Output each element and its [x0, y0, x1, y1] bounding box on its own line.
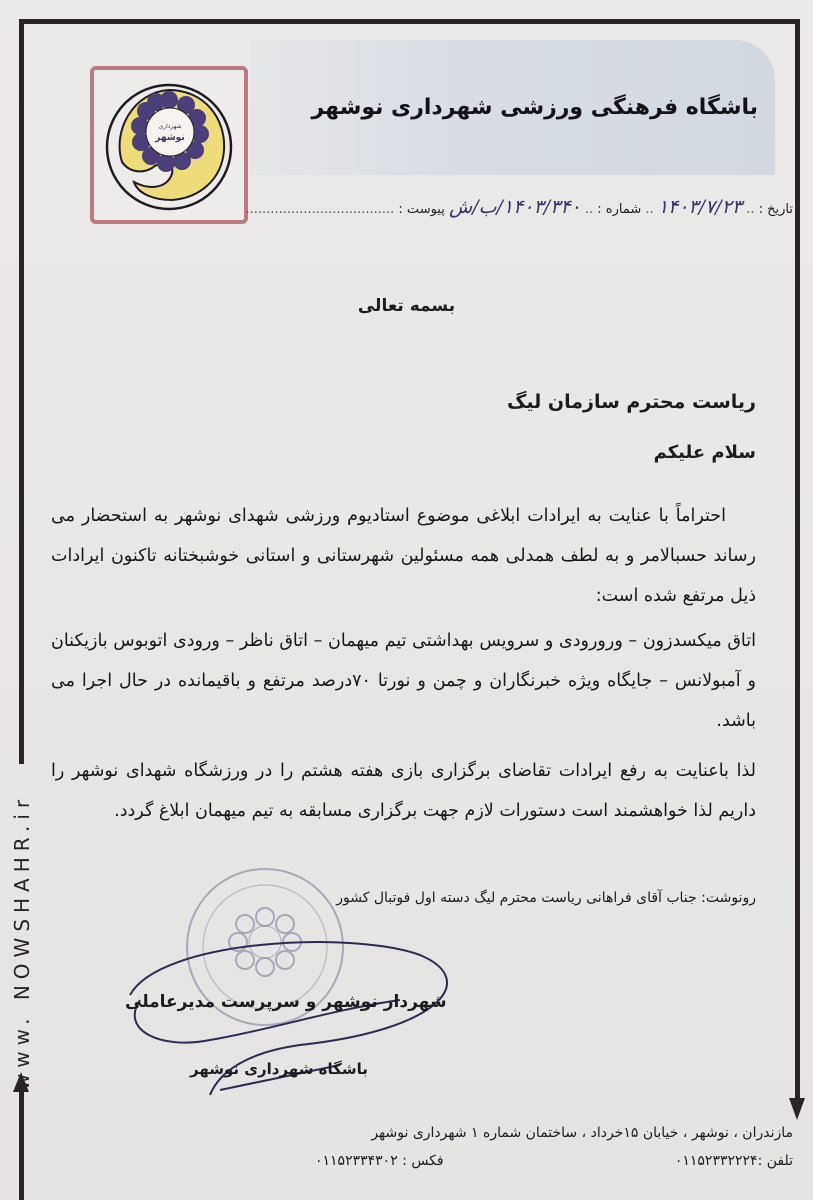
body-paragraph-1: احتراماً با عنایت به ایرادات ابلاغی موضوع استادیوم ورزشی شهدای نوشهر به استحضار می رساند حسبالامر و به لطف همدلی همه مسئولین شهرستانی و استانی خوشبختانه تاکنون ایرادات ذیل مرتفع شده است:: [51, 506, 756, 606]
addressee: ریاست محترم سازمان لیگ: [506, 391, 756, 413]
footer-fax: فکس : ۰۱۱۵۲۳۳۴۳۰۲: [315, 1153, 444, 1169]
arrow-down-icon: [789, 1098, 805, 1120]
number-value: ۱۴۰۳/۳۴۰/ب/ش: [449, 196, 581, 218]
greeting: سلام علیکم: [653, 442, 756, 463]
basmala-heading: بسمه تعالی: [357, 296, 456, 316]
carbon-copy-line: رونوشت: جناب آقای فراهانی ریاست محترم لیگ دسته اول فوتبال کشور: [336, 890, 756, 906]
svg-text:نوشهر: نوشهر: [155, 133, 185, 143]
body-paragraph-3: لذا باعنایت به رفع ایرادات تقاضای برگزاری بازی هفته هشتم را در ورزشگاه شهدای نوشهر را داریم لذا خواهشمند است دستورات لازم جهت برگزاری مسابقه به تیم میهمان ابلاغ گردد.: [51, 761, 756, 821]
attachment-label: پیوست :: [398, 202, 445, 217]
date-value: ۱۴۰۳/۷/۲۳: [657, 196, 743, 218]
dotted-line: ....................................: [245, 202, 395, 217]
letter-meta-row: [246, 196, 793, 218]
signatory-organization: باشگاه شهرداری نوشهر: [190, 1060, 368, 1078]
frame-line-right: [795, 19, 800, 1109]
signatory-title: شهردار نوشهر و سرپرست مدیرعاملی: [125, 992, 447, 1012]
website-url: www. NOWSHAHR.ir: [10, 793, 34, 1091]
frame-line-left: [19, 19, 24, 764]
organization-title: باشگاه فرهنگی ورزشی شهرداری نوشهر: [311, 95, 758, 120]
dotted-line: ..: [584, 202, 594, 217]
date-label: تاریخ :: [758, 202, 793, 217]
footer-phone: تلفن :۰۱۱۵۲۳۳۲۲۲۴: [674, 1153, 793, 1169]
body-paragraph-2: اتاق میکسدزون – ورورودی و سرویس بهداشتی تیم میهمان – اتاق ناظر – ورودی اتوبوس بازیکنان و آمبولانس – جایگاه ویژه خبرنگاران و چمن و نورتا ۷۰درصد مرتفع و باقیمانده در حال اجرا می باشد.: [51, 631, 756, 731]
footer-address: مازندران ، نوشهر ، خیابان ۱۵خرداد ، ساختمان شماره ۱ شهرداری نوشهر: [371, 1125, 793, 1141]
number-label: شماره :: [597, 202, 642, 217]
club-logo: [90, 66, 248, 224]
frame-line-top: [19, 19, 799, 24]
logo-emblem-icon: [94, 70, 244, 220]
svg-text:شهرداری: شهرداری: [158, 123, 182, 130]
dotted-line: ..: [746, 202, 755, 217]
dotted-line: ..: [645, 202, 654, 217]
